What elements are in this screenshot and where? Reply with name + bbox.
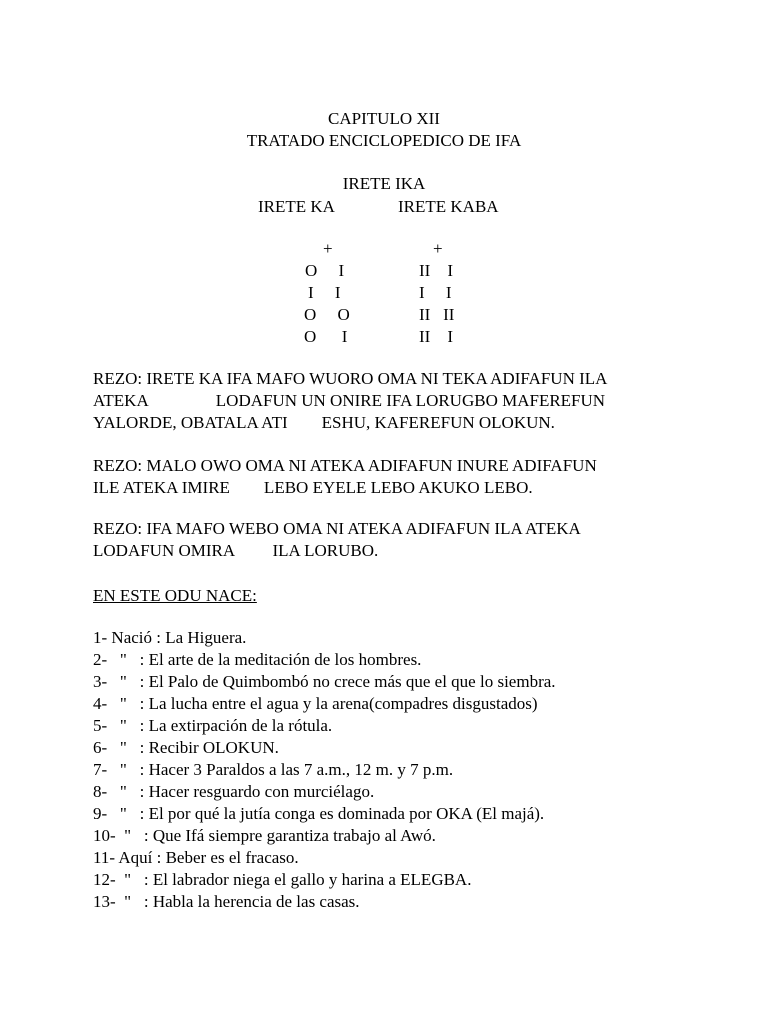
sign-row: O O bbox=[304, 305, 350, 324]
list-item: 10- " : Que Ifá siempre garantiza trabajo al Awó. bbox=[93, 826, 436, 845]
rezo-line: REZO: IRETE KA IFA MAFO WUORO OMA NI TEKA ADIFAFUN ILA bbox=[93, 369, 608, 388]
list-item: 5- " : La extirpación de la rótula. bbox=[93, 716, 333, 735]
rezo-line: REZO: IFA MAFO WEBO OMA NI ATEKA ADIFAFUN ILA ATEKA bbox=[93, 519, 581, 538]
births-list bbox=[93, 627, 556, 913]
sign-row: II II bbox=[419, 305, 455, 324]
rezo-line: YALORDE, OBATALA ATI ESHU, KAFEREFUN OLOKUN. bbox=[93, 413, 555, 432]
sign-plus: + bbox=[433, 239, 443, 258]
sign-row: II I bbox=[419, 261, 453, 280]
section-title: EN ESTE ODU NACE: bbox=[93, 586, 257, 605]
list-item: 2- " : El arte de la meditación de los hombres. bbox=[93, 650, 422, 669]
sign-row: II I bbox=[419, 327, 453, 346]
rezo-line: LODAFUN OMIRA ILA LORUBO. bbox=[93, 541, 379, 560]
sign-plus: + bbox=[323, 239, 333, 258]
list-item: 7- " : Hacer 3 Paraldos a las 7 a.m., 12 m. y 7 p.m. bbox=[93, 760, 454, 779]
list-item: 12- " : El labrador niega el gallo y harina a ELEGBA. bbox=[93, 870, 472, 889]
treatise-heading: TRATADO ENCICLOPEDICO DE IFA bbox=[246, 131, 522, 150]
chapter-heading: CAPITULO XII bbox=[328, 109, 440, 128]
list-item: 9- " : El por qué la jutía conga es dominada por OKA (El majá). bbox=[93, 804, 545, 823]
odu-right-name: IRETE KABA bbox=[398, 197, 499, 216]
list-item: 3- " : El Palo de Quimbombó no crece más que el que lo siembra. bbox=[93, 672, 556, 691]
rezo-line: ILE ATEKA IMIRE LEBO EYELE LEBO AKUKO LEBO. bbox=[93, 478, 533, 497]
sign-row: O I bbox=[305, 261, 345, 280]
rezo-paragraph bbox=[93, 518, 713, 562]
rezo-paragraph bbox=[93, 455, 713, 499]
list-item: 13- " : Habla la herencia de las casas. bbox=[93, 892, 360, 911]
rezo-line: ATEKA LODAFUN UN ONIRE IFA LORUGBO MAFEREFUN bbox=[93, 391, 606, 410]
sign-row: O I bbox=[304, 327, 348, 346]
rezo-line: REZO: MALO OWO OMA NI ATEKA ADIFAFUN INURE ADIFAFUN bbox=[93, 456, 597, 475]
list-item: 4- " : La lucha entre el agua y la arena(compadres disgustados) bbox=[93, 694, 538, 713]
sign-row: I I bbox=[419, 283, 452, 302]
list-item: 6- " : Recibir OLOKUN. bbox=[93, 738, 279, 757]
list-item: 1- Nació : La Higuera. bbox=[93, 628, 247, 647]
sign-row: I I bbox=[308, 283, 341, 302]
list-item: 11- Aquí : Beber es el fracaso. bbox=[93, 848, 299, 867]
rezo-paragraph bbox=[93, 368, 713, 434]
odu-name: IRETE IKA bbox=[342, 174, 426, 193]
odu-left-name: IRETE KA bbox=[258, 197, 335, 216]
list-item: 8- " : Hacer resguardo con murciélago. bbox=[93, 782, 375, 801]
